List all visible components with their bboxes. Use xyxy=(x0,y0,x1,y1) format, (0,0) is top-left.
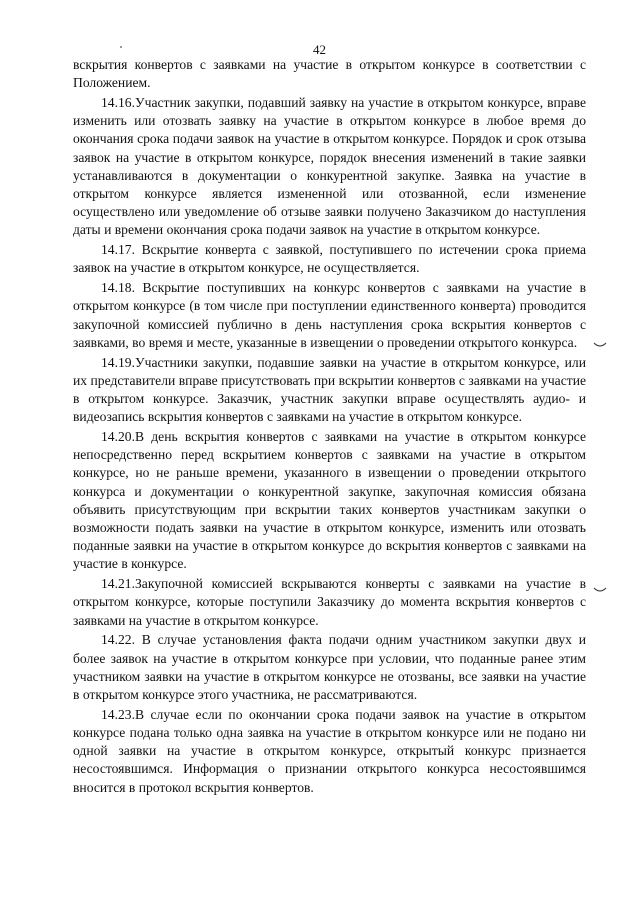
paragraph-14-17: 14.17. Вскрытие конверта с заявкой, поступившего по истечении срока приема заявок на участие в открытом конкурсе, не осуществляется. xyxy=(73,242,586,276)
paragraph-continuation: вскрытия конвертов с заявками на участие в открытом конкурсе в соответствии с Положением. xyxy=(73,57,586,91)
body-text xyxy=(73,56,586,798)
paragraph-14-23: 14.23.В случае если по окончании срока подачи заявок на участие в открытом конкурсе подана только одна заявка на участие в открытом конкурсе или не подано ни одной заявки на участие в открытом конкурсе, открытый конкурс признается несостоявшимся. Информация о признании открытого конкурса несостоявшимся вносится в протокол вскрытия конвертов. xyxy=(73,706,586,795)
paragraph-14-16: 14.16.Участник закупки, подавший заявку на участие в открытом конкурсе, вправе изменить или отозвать заявку на участие в открытом конкурсе в любое время до окончания срока подачи заявок на участие в открытом конкурсе. Порядок и срок отзыва заявок на участие в открытом конкурсе, порядок внесения изменений в такие заявки устанавливаются в документации о конкурентной закупке. Заявка на участие в открытом конкурсе является измененной или отозванной, если изменение осуществлено или уведомление об отзыве заявки получено Заказчиком до наступления даты и времени окончания срока подачи заявок на участие в открытом конкурсе. xyxy=(73,95,586,238)
paragraph-14-20: 14.20.В день вскрытия конвертов с заявками на участие в открытом конкурсе непосредственно перед вскрытием конвертов с заявками на участие в открытом конкурсе, но не раньше времени, указанного в извещении о проведении открытого конкурса и документации о конкурентной закупке, закупочная комиссия обязана объявить присутствующим при вскрытии таких конвертов участникам закупки о возможности подать заявки на участие в открытом конкурсе, изменить или отозвать поданные заявки на участие в открытом конкурсе до вскрытия конвертов с заявками на участие в конкурсе. xyxy=(73,429,586,572)
paragraph-14-22: 14.22. В случае установления факта подачи одним участником закупки двух и более заявок на участие в открытом конкурсе при условии, что поданные ранее этим участником заявки на участие в открытом конкурсе не отозваны, все заявки на участие в открытом конкурсе этого участника, не рассматриваются. xyxy=(73,632,586,703)
margin-mark xyxy=(593,586,607,594)
page-number: 42 xyxy=(313,42,326,57)
margin-mark xyxy=(593,341,607,349)
paragraph-14-21: 14.21.Закупочной комиссией вскрываются конверты с заявками на участие в открытом конкурсе, которые поступили Заказчику до момента вскрытия конвертов с заявками на участие в открытом конкурсе. xyxy=(73,576,586,628)
paragraph-14-18: 14.18. Вскрытие поступивших на конкурс конвертов с заявками на участие в открытом конкурсе (в том числе при поступлении единственного конверта) проводится закупочной комиссией публично в день наступления срока вскрытия конвертов с заявками, во время и месте, указанные в извещении о проведении открытого конкурса. xyxy=(73,280,586,350)
paragraph-14-19: 14.19.Участники закупки, подавшие заявки на участие в открытом конкурсе, или их представители вправе присутствовать при вскрытии конвертов с заявками на участие в открытом конкурсе. Заказчик, участник закупки вправе осуществлять аудио- и видеозапись вскрытия конвертов с заявками на участие в открытом конкурсе. xyxy=(73,354,586,425)
